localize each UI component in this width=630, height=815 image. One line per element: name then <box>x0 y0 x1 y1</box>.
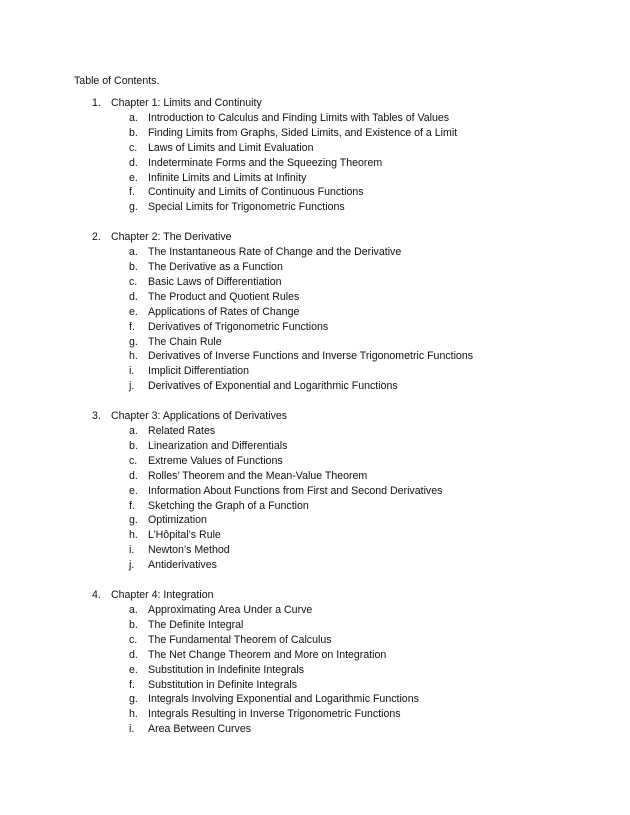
section-title: Basic Laws of Differentiation <box>148 276 282 289</box>
section-title: Introduction to Calculus and Finding Limits with Tables of Values <box>148 112 450 124</box>
section-title: Sketching the Graph of a Function <box>148 499 309 512</box>
section-title: Integrals Resulting in Inverse Trigonometric Functions <box>148 708 401 721</box>
chapter-number: 4. <box>92 589 101 602</box>
section-letter: g. <box>129 335 138 348</box>
section-list <box>0 603 630 737</box>
list-item <box>0 513 630 528</box>
section-title: The Product and Quotient Rules <box>148 290 300 303</box>
chapter-heading <box>0 230 630 245</box>
section-title: Laws of Limits and Limit Evaluation <box>148 141 314 154</box>
section-letter: e. <box>129 484 138 497</box>
chapter-heading <box>0 96 630 111</box>
section-title: Applications of Rates of Change <box>148 305 300 318</box>
section-title: The Definite Integral <box>148 618 244 631</box>
section-letter: f. <box>129 186 135 199</box>
toc-chapter <box>0 230 630 394</box>
list-item <box>0 707 630 722</box>
list-item <box>0 111 630 126</box>
list-item <box>0 379 630 394</box>
section-title: The Chain Rule <box>148 335 222 348</box>
section-letter: d. <box>129 469 138 482</box>
list-item <box>0 126 630 141</box>
section-title: Derivatives of Trigonometric Functions <box>148 320 329 333</box>
list-item <box>0 722 630 737</box>
section-title: Information About Functions from First and Second Derivatives <box>148 484 443 497</box>
section-title: Derivatives of Inverse Functions and Inverse Trigonometric Functions <box>148 350 474 363</box>
list-item <box>0 156 630 171</box>
section-letter: f. <box>129 499 135 512</box>
section-letter: g. <box>129 693 138 706</box>
section-letter: f. <box>129 320 135 333</box>
chapter-heading <box>0 588 630 603</box>
chapter-title: Chapter 3: Applications of Derivatives <box>111 410 288 423</box>
section-letter: c. <box>129 454 138 467</box>
list-item <box>0 558 630 573</box>
section-list <box>0 111 630 215</box>
section-title: Continuity and Limits of Continuous Functions <box>148 186 364 199</box>
list-item <box>0 305 630 320</box>
section-letter: b. <box>129 440 138 453</box>
section-letter: i. <box>129 723 135 736</box>
list-item <box>0 692 630 707</box>
section-title: The Derivative as a Function <box>148 261 283 274</box>
list-item <box>0 320 630 335</box>
section-title: Integrals Involving Exponential and Logarithmic Functions <box>148 693 419 706</box>
section-letter: d. <box>129 156 138 169</box>
section-title: Related Rates <box>148 425 216 438</box>
chapter-heading <box>0 409 630 424</box>
list-item <box>0 364 630 379</box>
section-title: Antiderivatives <box>148 559 217 572</box>
section-letter: a. <box>129 425 138 438</box>
section-letter: d. <box>129 290 138 303</box>
list-item <box>0 245 630 260</box>
list-item <box>0 335 630 350</box>
section-list <box>0 424 630 573</box>
section-title: L’Hôpital’s Rule <box>148 529 221 542</box>
list-item <box>0 603 630 618</box>
section-letter: b. <box>129 618 138 631</box>
list-item <box>0 200 630 215</box>
section-title: The Net Change Theorem and More on Integration <box>148 648 387 661</box>
list-item <box>0 260 630 275</box>
section-title: Substitution in Definite Integrals <box>148 678 297 691</box>
section-title: Derivatives of Exponential and Logarithmic Functions <box>148 380 398 393</box>
list-item <box>0 290 630 305</box>
section-title: Area Between Curves <box>148 723 252 736</box>
section-list <box>0 245 630 394</box>
chapter-number: 1. <box>92 97 101 109</box>
list-item <box>0 484 630 499</box>
section-letter: c. <box>129 276 138 289</box>
page-title: Table of Contents. <box>74 75 160 87</box>
toc-chapter <box>0 96 630 215</box>
list-item <box>0 439 630 454</box>
section-title: The Fundamental Theorem of Calculus <box>148 633 332 646</box>
section-letter: c. <box>129 633 138 646</box>
section-letter: g. <box>129 201 138 214</box>
list-item <box>0 663 630 678</box>
section-title: Approximating Area Under a Curve <box>148 604 313 617</box>
table-of-contents <box>0 96 630 752</box>
section-letter: a. <box>129 246 138 259</box>
section-title: Extreme Values of Functions <box>148 454 283 467</box>
section-title: Finding Limits from Graphs, Sided Limits, and Existence of a Limit <box>148 126 458 139</box>
chapter-title: Chapter 4: Integration <box>111 589 214 602</box>
section-letter: a. <box>129 112 138 124</box>
section-title: Newton’s Method <box>148 544 230 557</box>
section-letter: a. <box>129 604 138 617</box>
list-item <box>0 528 630 543</box>
section-title: Substitution in Indefinite Integrals <box>148 663 305 676</box>
section-letter: h. <box>129 708 138 721</box>
section-letter: c. <box>129 141 138 154</box>
list-item <box>0 633 630 648</box>
section-title: Linearization and Differentials <box>148 440 288 453</box>
section-title: Indeterminate Forms and the Squeezing Theorem <box>148 156 383 169</box>
section-letter: h. <box>129 529 138 542</box>
section-title: The Instantaneous Rate of Change and the Derivative <box>148 246 402 259</box>
chapter-number: 2. <box>92 231 101 244</box>
chapter-title: Chapter 1: Limits and Continuity <box>111 97 262 109</box>
section-letter: g. <box>129 514 138 527</box>
list-item <box>0 648 630 663</box>
section-letter: b. <box>129 126 138 139</box>
list-item <box>0 424 630 439</box>
section-letter: e. <box>129 171 138 184</box>
toc-chapter <box>0 588 630 737</box>
list-item <box>0 543 630 558</box>
list-item <box>0 275 630 290</box>
list-item <box>0 499 630 514</box>
section-letter: h. <box>129 350 138 363</box>
list-item <box>0 618 630 633</box>
list-item <box>0 349 630 364</box>
chapter-title: Chapter 2: The Derivative <box>111 231 232 244</box>
list-item <box>0 469 630 484</box>
list-item <box>0 141 630 156</box>
chapter-number: 3. <box>92 410 101 423</box>
section-letter: e. <box>129 663 138 676</box>
list-item <box>0 678 630 693</box>
section-letter: e. <box>129 305 138 318</box>
list-item <box>0 454 630 469</box>
section-title: Implicit Differentiation <box>148 365 250 378</box>
section-letter: j. <box>129 380 135 393</box>
section-letter: d. <box>129 648 138 661</box>
section-title: Infinite Limits and Limits at Infinity <box>148 171 307 184</box>
list-item <box>0 171 630 186</box>
section-letter: f. <box>129 678 135 691</box>
section-letter: j. <box>129 559 135 572</box>
section-letter: b. <box>129 261 138 274</box>
section-title: Rolles’ Theorem and the Mean-Value Theorem <box>148 469 368 482</box>
section-title: Optimization <box>148 514 207 527</box>
section-title: Special Limits for Trigonometric Functions <box>148 201 345 214</box>
toc-chapter <box>0 409 630 573</box>
section-letter: i. <box>129 544 135 557</box>
section-letter: i. <box>129 365 135 378</box>
list-item <box>0 185 630 200</box>
